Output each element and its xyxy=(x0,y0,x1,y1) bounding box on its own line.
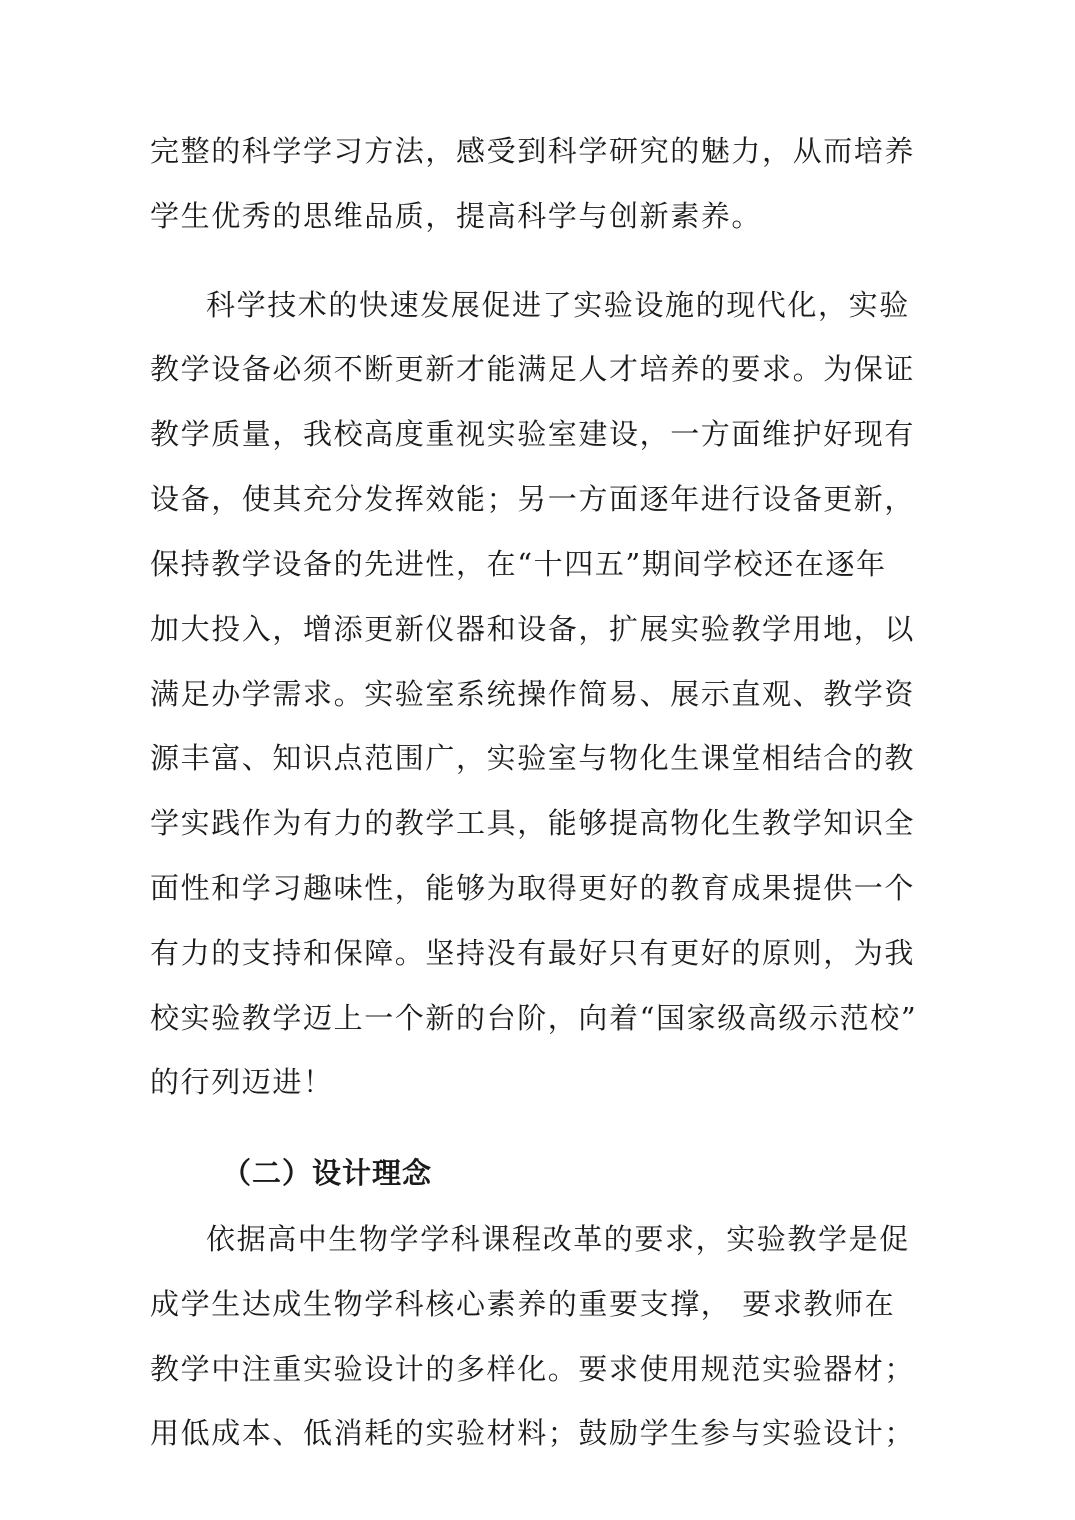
paragraph-line: 有力的支持和保障。坚持没有最好只有更好的原则，为我 xyxy=(150,936,916,970)
paragraph-line: 完整的科学学习方法，感受到科学研究的魅力，从而培养 xyxy=(150,134,916,168)
paragraph-line: 源丰富、知识点范围广，实验室与物化生课堂相结合的教 xyxy=(150,741,916,775)
paragraph-line: 校实验教学迈上一个新的台阶，向着“国家级高级示范校” xyxy=(150,1001,918,1035)
paragraph-line: 用低成本、低消耗的实验材料；鼓励学生参与实验设计； xyxy=(150,1416,916,1450)
paragraph-line: 成学生达成生物学科核心素养的重要支撑， 要求教师在 xyxy=(150,1287,896,1321)
paragraph-line: 设备，使其充分发挥效能；另一方面逐年进行设备更新， xyxy=(150,482,916,516)
paragraph-line: 教学质量，我校高度重视实验室建设，一方面维护好现有 xyxy=(150,417,916,451)
paragraph-line: 保持教学设备的先进性，在“十四五”期间学校还在逐年 xyxy=(150,547,887,581)
paragraph-line: 教学中注重实验设计的多样化。要求使用规范实验器材； xyxy=(150,1352,916,1386)
section-heading: （二）设计理念 xyxy=(222,1156,433,1190)
paragraph-line: 面性和学习趣味性，能够为取得更好的教育成果提供一个 xyxy=(150,871,916,905)
paragraph-line: 满足办学需求。实验室系统操作简易、展示直观、教学资 xyxy=(150,677,916,711)
paragraph-line: 学生优秀的思维品质，提高科学与创新素养。 xyxy=(150,199,763,233)
paragraph-line: 教学设备必须不断更新才能满足人才培养的要求。为保证 xyxy=(150,352,916,386)
paragraph-line: 依据高中生物学学科课程改革的要求，实验教学是促 xyxy=(206,1222,910,1256)
paragraph-line: 学实践作为有力的教学工具，能够提高物化生教学知识全 xyxy=(150,806,916,840)
paragraph-line: 的行列迈进！ xyxy=(150,1065,334,1099)
paragraph-line: 加大投入，增添更新仪器和设备，扩展实验教学用地，以 xyxy=(150,612,916,646)
paragraph-line: 科学技术的快速发展促进了实验设施的现代化，实验 xyxy=(206,288,910,322)
